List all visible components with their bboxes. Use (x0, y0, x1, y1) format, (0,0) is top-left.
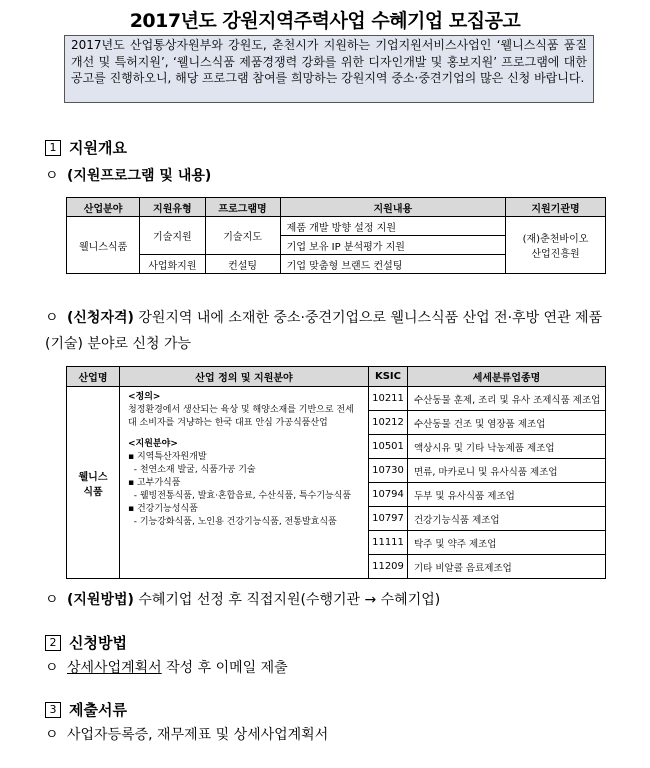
industry-cell: 웰니스식품 (67, 217, 140, 274)
field-item: - 천연소재 발굴, 식품가공 기술 (128, 465, 256, 475)
ksic-cell: 10501 (369, 435, 408, 459)
class-cell: 탁주 및 약주 제조업 (408, 531, 606, 555)
content-cell: 기업 보유 IP 분석평가 지원 (280, 236, 505, 255)
field-item: - 기능강화식품, 노인용 건강기능식품, 전통발효식품 (128, 517, 337, 527)
section-title: 제출서류 (69, 701, 127, 719)
section-apply (45, 632, 127, 653)
section-number: 3 (45, 702, 61, 718)
bullet-mark: ㅇ (45, 310, 59, 326)
bullet-apply (45, 657, 288, 677)
ksic-cell: 10212 (369, 411, 408, 435)
bullet-text: 작성 후 이메일 제출 (161, 660, 288, 676)
bullet-docs (45, 724, 328, 744)
program-table (66, 197, 606, 274)
section-number: 2 (45, 635, 61, 651)
section-number: 1 (45, 140, 61, 156)
class-cell: 액상시유 및 기타 낙농제품 제조업 (408, 435, 606, 459)
content-cell: 기업 맞춤형 브랜드 컨설팅 (280, 255, 505, 274)
class-cell: 건강기능식품 제조업 (408, 507, 606, 531)
definition-title: <정의> (128, 392, 161, 402)
field-item: ▪ 고부가식품 (128, 478, 181, 488)
bullet-underlined: 상세사업계획서 (67, 660, 162, 676)
bullet-mark: ㅇ (45, 168, 59, 184)
bullet-label: (신청자격) (67, 310, 134, 326)
bullet-mark: ㅇ (45, 727, 59, 743)
field-item: ▪ 건강기능성식품 (128, 504, 198, 514)
class-cell: 수산동물 건조 및 염장품 제조업 (408, 411, 606, 435)
section-overview (45, 137, 127, 158)
industry-cell: 웰니스 식품 (67, 387, 120, 579)
table-header: 지원기관명 (506, 198, 606, 217)
ksic-cell: 10794 (369, 483, 408, 507)
bullet-text: 사업자등록증, 재무제표 및 상세사업계획서 (67, 727, 329, 743)
field-item: - 웰빙전통식품, 발효·혼합음료, 수산식품, 특수기능식품 (128, 491, 352, 501)
bullet-text: 강원지역 내에 소재한 중소·중견기업으로 웰니스식품 산업 전·후방 연관 제품(기술) 분야로 신청 가능 (45, 310, 603, 352)
table-header: 지원유형 (140, 198, 205, 217)
type-cell: 사업화지원 (140, 255, 205, 274)
definition-cell (120, 387, 369, 579)
page-title: 2017년도 강원지역주력사업 수혜기업 모집공고 (129, 10, 521, 32)
industry-table (66, 366, 606, 579)
content-cell: 제품 개발 방향 설정 지원 (280, 217, 505, 236)
table-header: 세세분류업종명 (408, 367, 606, 387)
field-item: ▪ 지역특산자원개발 (128, 452, 207, 462)
bullet-mark: ㅇ (45, 592, 59, 608)
class-cell: 두부 및 유사식품 제조업 (408, 483, 606, 507)
table-header: 산업 정의 및 지원분야 (120, 367, 369, 387)
bullet-label: (지원방법) (67, 592, 134, 608)
bullet-mark: ㅇ (45, 660, 59, 676)
class-cell: 면류, 마카로니 및 유사식품 제조업 (408, 459, 606, 483)
bullet-label: (지원프로그램 및 내용) (67, 168, 212, 184)
table-header: 산업분야 (67, 198, 140, 217)
table-header: 산업명 (67, 367, 120, 387)
field-title: <지원분야> (128, 439, 178, 449)
intro-box: 2017년도 산업통상자원부와 강원도, 춘천시가 지원하는 기업지원서비스사업인 ‘웰니스식품 품질개선 및 특허지원’, ‘웰니스식품 제품경쟁력 강화를 위한 디자인개발 및 홍보지원’ 프로그램에 대한 공고를 진행하오니, 해당 프로그램 참여를 희망하는 강원지역 중소·중견기업의 많은 신청 바랍니다. (64, 35, 594, 103)
class-cell: 수산동물 훈제, 조리 및 유사 조제식품 제조업 (408, 387, 606, 411)
bullet-program (45, 165, 211, 185)
table-header: 프로그램명 (205, 198, 280, 217)
ksic-cell: 10797 (369, 507, 408, 531)
program-cell: 컨설팅 (205, 255, 280, 274)
table-header: 지원내용 (280, 198, 505, 217)
table-header: KSIC (369, 367, 408, 387)
class-cell: 기타 비알콜 음료제조업 (408, 555, 606, 579)
agency-cell: (재)춘천바이오 산업진흥원 (506, 217, 606, 274)
program-cell: 기술지도 (205, 217, 280, 255)
bullet-text: 수혜기업 선정 후 직접지원(수행기관 → 수혜기업) (133, 592, 441, 608)
ksic-cell: 10211 (369, 387, 408, 411)
bullet-qualification (45, 305, 605, 357)
section-title: 신청방법 (69, 634, 127, 652)
bullet-method (45, 589, 440, 609)
ksic-cell: 11209 (369, 555, 408, 579)
section-title: 지원개요 (69, 139, 127, 157)
definition-text: 청정환경에서 생산되는 육상 및 해양소재를 기반으로 전세대 소비자를 겨냥하는 한국 대표 안심 가공식품산업 (128, 405, 354, 428)
ksic-cell: 11111 (369, 531, 408, 555)
type-cell: 기술지원 (140, 217, 205, 255)
ksic-cell: 10730 (369, 459, 408, 483)
section-docs (45, 699, 127, 720)
